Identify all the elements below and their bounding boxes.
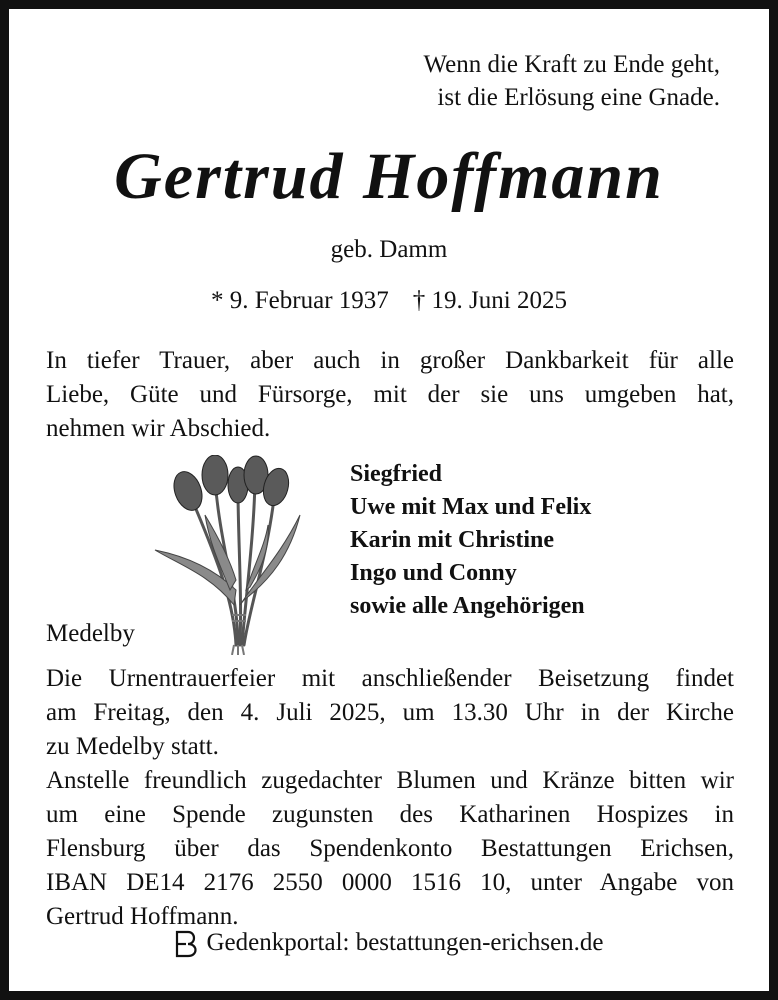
deceased-name: Gertrud Hoffmann — [114, 140, 664, 213]
portal-link[interactable]: Gedenkportal: bestattungen-erichsen.de — [206, 929, 604, 956]
intro-text — [46, 344, 734, 446]
service-line: Die Urnentrauerfeier mit anschließender Beisetzung findet — [46, 665, 734, 692]
memorial-portal — [0, 926, 778, 960]
birth-name: geb. Damm — [330, 236, 448, 263]
intro-line: Liebe, Güte und Fürsorge, mit der sie uns umgeben hat, — [46, 381, 734, 408]
donation-request — [46, 764, 734, 934]
mourner-name: Ingo und Conny — [350, 560, 517, 586]
motto-line-2: ist die Erlösung eine Gnade. — [437, 84, 720, 111]
service-line: am Freitag, den 4. Juli 2025, um 13.30 Uhr in der Kirche — [46, 699, 734, 726]
motto-line-1: Wenn die Kraft zu Ende geht, — [423, 51, 720, 78]
service-text — [46, 662, 734, 764]
motto — [424, 48, 720, 114]
life-dates — [0, 285, 778, 317]
eb-logo-icon — [174, 929, 200, 959]
mourner-name: Siegfried — [350, 461, 442, 487]
request-line: Gertrud Hoffmann. — [46, 903, 239, 930]
intro-line: In tiefer Trauer, aber auch in großer Dankbarkeit für alle — [46, 347, 734, 374]
birth-date: * 9. Februar 1937 — [211, 287, 389, 314]
intro-line: nehmen wir Abschied. — [46, 415, 271, 442]
mourner-name: Karin mit Christine — [350, 527, 554, 553]
request-line: um eine Spende zugunsten des Katharinen Hospizes in — [46, 801, 734, 828]
service-line: zu Medelby statt. — [46, 733, 219, 760]
request-line: Flensburg über das Spendenkonto Bestattungen Erichsen, — [46, 835, 734, 862]
request-line: IBAN DE14 2176 2550 0000 1516 10, unter Angabe von — [46, 869, 734, 896]
mourner-name: sowie alle Angehörigen — [350, 593, 585, 619]
mourner-list — [350, 458, 591, 623]
mourner-name: Uwe mit Max und Felix — [350, 494, 592, 520]
place-name: Medelby — [46, 620, 135, 647]
tulip-bouquet-icon — [150, 455, 310, 655]
request-line: Anstelle freundlich zugedachter Blumen und Kränze bitten wir — [46, 767, 734, 794]
death-date: † 19. Juni 2025 — [412, 287, 567, 314]
